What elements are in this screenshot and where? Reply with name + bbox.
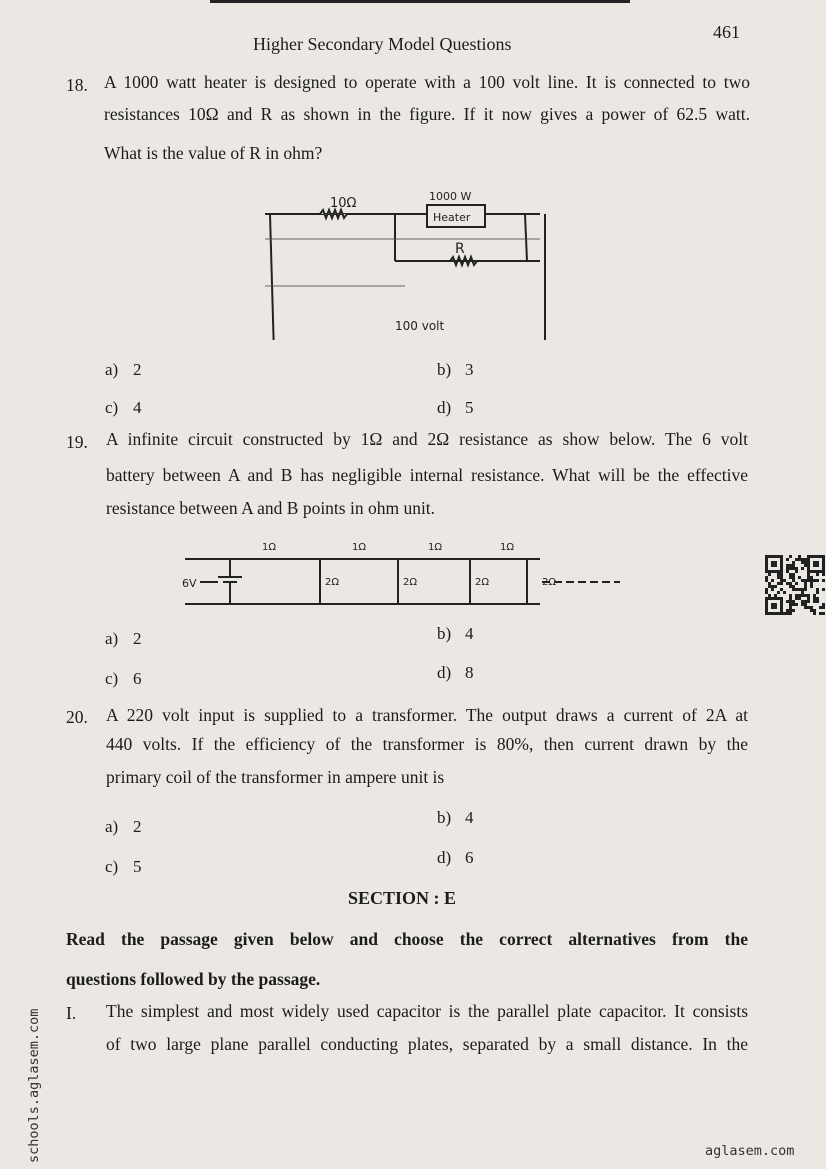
option-value: 4 bbox=[133, 398, 142, 417]
watermark-right: aglasem.com bbox=[705, 1143, 795, 1159]
option-a[interactable] bbox=[105, 817, 142, 837]
passage-line: of two large plane parallel conducting plates, separated by a small distance. In the bbox=[106, 1034, 748, 1054]
option-value: 4 bbox=[465, 808, 474, 827]
option-value: 5 bbox=[133, 857, 142, 876]
option-value: 5 bbox=[465, 398, 474, 417]
shunt-resistor-label: 2Ω bbox=[325, 577, 340, 588]
option-d[interactable] bbox=[437, 848, 474, 868]
battery-label: 6V bbox=[182, 577, 197, 590]
series-resistor-label: 1Ω bbox=[428, 542, 443, 553]
question-text-line: primary coil of the transformer in ampere unit is bbox=[106, 767, 445, 787]
option-c[interactable] bbox=[105, 857, 142, 877]
option-label: c) bbox=[105, 857, 119, 876]
shunt-resistor-label: 2Ω bbox=[475, 577, 490, 588]
option-c[interactable] bbox=[105, 669, 142, 689]
series-resistor-label: 1Ω bbox=[352, 542, 367, 553]
page-number: 461 bbox=[713, 22, 740, 42]
option-label: a) bbox=[105, 817, 119, 836]
option-label: d) bbox=[437, 663, 452, 682]
series-resistor-label: 1Ω bbox=[262, 542, 277, 553]
running-header: Higher Secondary Model Questions bbox=[253, 34, 512, 54]
option-value: 8 bbox=[465, 663, 474, 682]
passage-line: The simplest and most widely used capacitor is the parallel plate capacitor. It consists bbox=[106, 1001, 748, 1021]
option-value: 2 bbox=[133, 817, 142, 836]
option-a[interactable] bbox=[105, 360, 142, 380]
option-label: b) bbox=[437, 624, 452, 643]
qr-code bbox=[765, 555, 825, 615]
option-value: 2 bbox=[133, 360, 142, 379]
section-instructions-line: Read the passage given below and choose the correct alternatives from the bbox=[66, 929, 748, 949]
circuit-diagram-heater bbox=[255, 180, 575, 340]
question-text-line: resistance between A and B points in ohm unit. bbox=[106, 498, 436, 518]
option-c[interactable] bbox=[105, 398, 142, 418]
question-text-line: resistances 10Ω and R as shown in the figure. If it now gives a power of 62.5 watt. bbox=[104, 104, 750, 124]
option-label: d) bbox=[437, 848, 452, 867]
option-value: 2 bbox=[133, 629, 142, 648]
question-text-line: What is the value of R in ohm? bbox=[104, 143, 323, 163]
power-label: 1000 W bbox=[429, 190, 472, 203]
option-d[interactable] bbox=[437, 663, 474, 683]
watermark-left: schools.aglasem.com bbox=[26, 1008, 42, 1163]
section-title: SECTION : E bbox=[348, 888, 457, 908]
option-label: b) bbox=[437, 808, 452, 827]
option-label: d) bbox=[437, 398, 452, 417]
option-b[interactable] bbox=[437, 624, 474, 644]
question-text-line: A 1000 watt heater is designed to operate with a 100 volt line. It is connected to two bbox=[104, 72, 750, 92]
question-text-line: battery between A and B has negligible internal resistance. What will be the effective bbox=[106, 465, 748, 485]
option-d[interactable] bbox=[437, 398, 474, 418]
option-value: 6 bbox=[133, 669, 142, 688]
option-b[interactable] bbox=[437, 808, 474, 828]
option-label: c) bbox=[105, 398, 119, 417]
scan-edge bbox=[210, 0, 630, 3]
option-value: 6 bbox=[465, 848, 474, 867]
question-number: 18. bbox=[66, 75, 88, 95]
option-label: a) bbox=[105, 360, 119, 379]
circuit-diagram-ladder bbox=[170, 530, 640, 610]
resistor-r-label: R bbox=[455, 241, 465, 257]
shunt-resistor-label: 2Ω bbox=[403, 577, 418, 588]
question-text-line: 440 volts. If the efficiency of the transformer is 80%, then current drawn by the bbox=[106, 734, 748, 754]
resistor-10-label: 10Ω bbox=[330, 196, 357, 211]
passage-number: I. bbox=[66, 1003, 77, 1023]
option-value: 4 bbox=[465, 624, 474, 643]
option-label: c) bbox=[105, 669, 119, 688]
option-value: 3 bbox=[465, 360, 474, 379]
question-text-line: A infinite circuit constructed by 1Ω and 2Ω resistance as show below. The 6 volt bbox=[106, 429, 748, 449]
voltage-label: 100 volt bbox=[395, 319, 445, 333]
section-instructions-line: questions followed by the passage. bbox=[66, 969, 321, 989]
option-label: a) bbox=[105, 629, 119, 648]
option-b[interactable] bbox=[437, 360, 474, 380]
series-resistor-label: 1Ω bbox=[500, 542, 515, 553]
shunt-resistor-label: 2Ω bbox=[542, 577, 557, 588]
heater-label: Heater bbox=[433, 211, 471, 224]
question-text-line: A 220 volt input is supplied to a transformer. The output draws a current of 2A at bbox=[106, 705, 748, 725]
option-a[interactable] bbox=[105, 629, 142, 649]
question-number: 20. bbox=[66, 707, 88, 727]
question-number: 19. bbox=[66, 432, 88, 452]
option-label: b) bbox=[437, 360, 452, 379]
